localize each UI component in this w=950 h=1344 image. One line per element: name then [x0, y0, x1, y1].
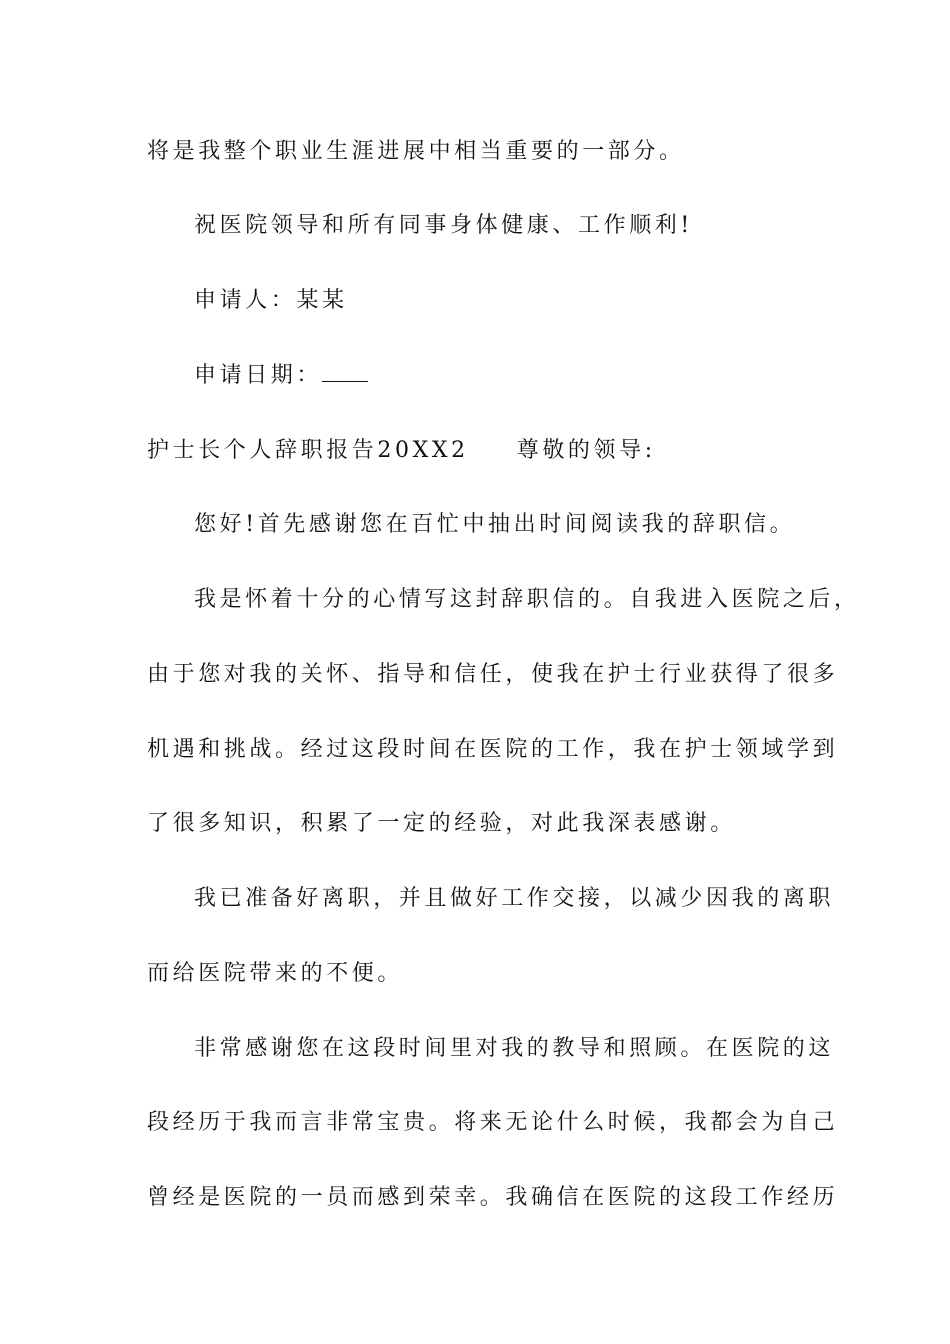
paragraph-line: 非常感谢您在这段时间里对我的教导和照顾。在医院的这 — [194, 1036, 835, 1061]
paragraph-line: 了很多知识，积累了一定的经验，对此我深表感谢。 — [147, 811, 736, 836]
paragraph-line: 而给医院带来的不便。 — [147, 961, 404, 986]
closing-wish: 祝医院领导和所有同事身体健康、工作顺利! — [194, 213, 693, 238]
date-blank — [322, 363, 368, 382]
paragraph-line: 您好!首先感谢您在百忙中抽出时间阅读我的辞职信。 — [194, 512, 796, 537]
paragraph-line: 曾经是医院的一员而感到荣幸。我确信在医院的这段工作经历 — [147, 1185, 839, 1210]
application-date-line — [194, 361, 368, 391]
paragraph-line: 机遇和挑战。经过这段时间在医院的工作，我在护士领域学到 — [147, 737, 839, 762]
paragraph-line: 段经历于我而言非常宝贵。将来无论什么时候，我都会为自己 — [147, 1110, 839, 1135]
paragraph-line: 由于您对我的关怀、指导和信任，使我在护士行业获得了很多 — [147, 662, 839, 687]
paragraph-line: 我是怀着十分的心情写这封辞职信的。自我进入医院之后， — [194, 587, 860, 612]
paragraph-line: 我已准备好离职，并且做好工作交接，以减少因我的离职 — [194, 886, 835, 911]
application-date-label: 申请日期： — [194, 363, 323, 388]
report-heading-line — [147, 436, 656, 466]
salutation: 尊敬的领导: — [516, 438, 656, 463]
applicant-line: 申请人：某某 — [194, 288, 348, 313]
report-title: 护士长个人辞职报告20XX2 — [147, 438, 469, 463]
paragraph-line: 将是我整个职业生涯进展中相当重要的一部分。 — [147, 139, 685, 164]
